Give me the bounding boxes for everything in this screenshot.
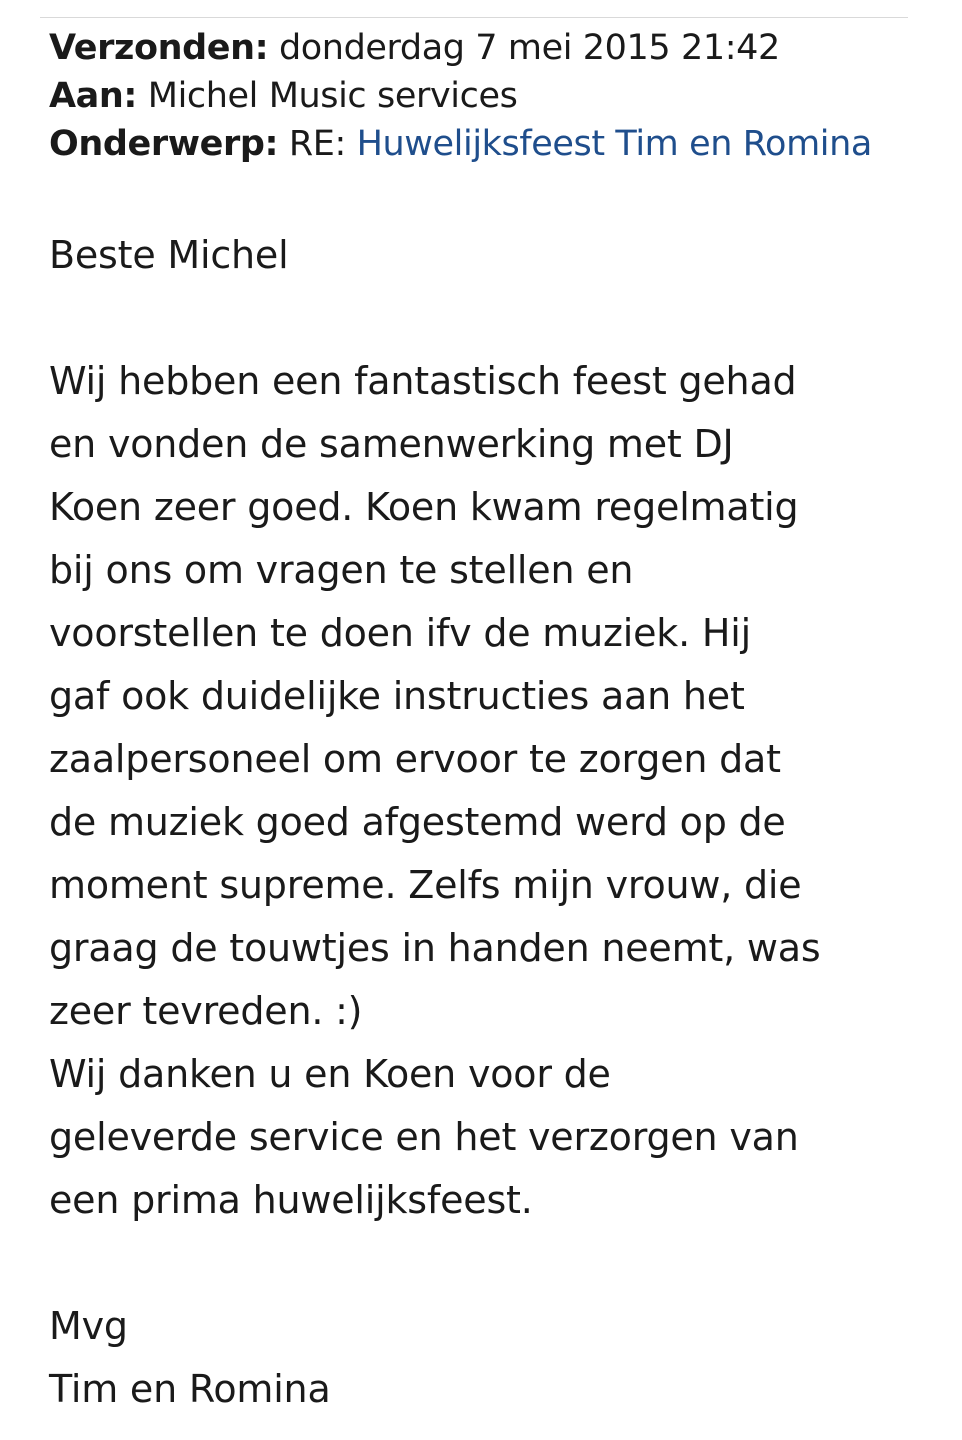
greeting: Beste Michel bbox=[49, 233, 289, 277]
message-paragraph bbox=[49, 350, 929, 1232]
subject-link[interactable]: Huwelijksfeest Tim en Romina bbox=[356, 124, 872, 164]
to-label: Aan: bbox=[49, 76, 138, 116]
message-line: en vonden de samenwerking met DJ bbox=[49, 422, 734, 466]
subject-label: Onderwerp: bbox=[49, 124, 279, 164]
blank-line bbox=[49, 1232, 929, 1295]
sent-line bbox=[49, 24, 929, 72]
message-line: gaf ook duidelijke instructies aan het bbox=[49, 674, 745, 718]
message-line: bij ons om vragen te stellen en bbox=[49, 548, 634, 592]
blank-line bbox=[49, 287, 929, 350]
sent-label: Verzonden: bbox=[49, 28, 269, 68]
message-line: zeer tevreden. :) bbox=[49, 989, 363, 1033]
message-line: geleverde service en het verzorgen van bbox=[49, 1115, 799, 1159]
message-line: graag de touwtjes in handen neemt, was bbox=[49, 926, 821, 970]
message-line: zaalpersoneel om ervoor te zorgen dat bbox=[49, 737, 781, 781]
message-line: moment supreme. Zelfs mijn vrouw, die bbox=[49, 863, 802, 907]
subject-prefix: RE: bbox=[288, 124, 346, 164]
subject-line bbox=[49, 120, 929, 168]
message-line: Koen zeer goed. Koen kwam regelmatig bbox=[49, 485, 799, 529]
sent-value: donderdag 7 mei 2015 21:42 bbox=[278, 28, 780, 68]
header-divider bbox=[40, 17, 908, 18]
closing: Mvg bbox=[49, 1304, 128, 1348]
message-line: de muziek goed afgestemd werd op de bbox=[49, 800, 786, 844]
signature: Tim en Romina bbox=[49, 1367, 331, 1411]
to-line bbox=[49, 72, 929, 120]
message-line: een prima huwelijksfeest. bbox=[49, 1178, 533, 1222]
to-value: Michel Music services bbox=[147, 76, 518, 116]
message-line: voorstellen te doen ifv de muziek. Hij bbox=[49, 611, 751, 655]
message-line: Wij danken u en Koen voor de bbox=[49, 1052, 611, 1096]
email-header bbox=[49, 24, 929, 168]
email-body bbox=[49, 224, 929, 1421]
message-line: Wij hebben een fantastisch feest gehad bbox=[49, 359, 797, 403]
